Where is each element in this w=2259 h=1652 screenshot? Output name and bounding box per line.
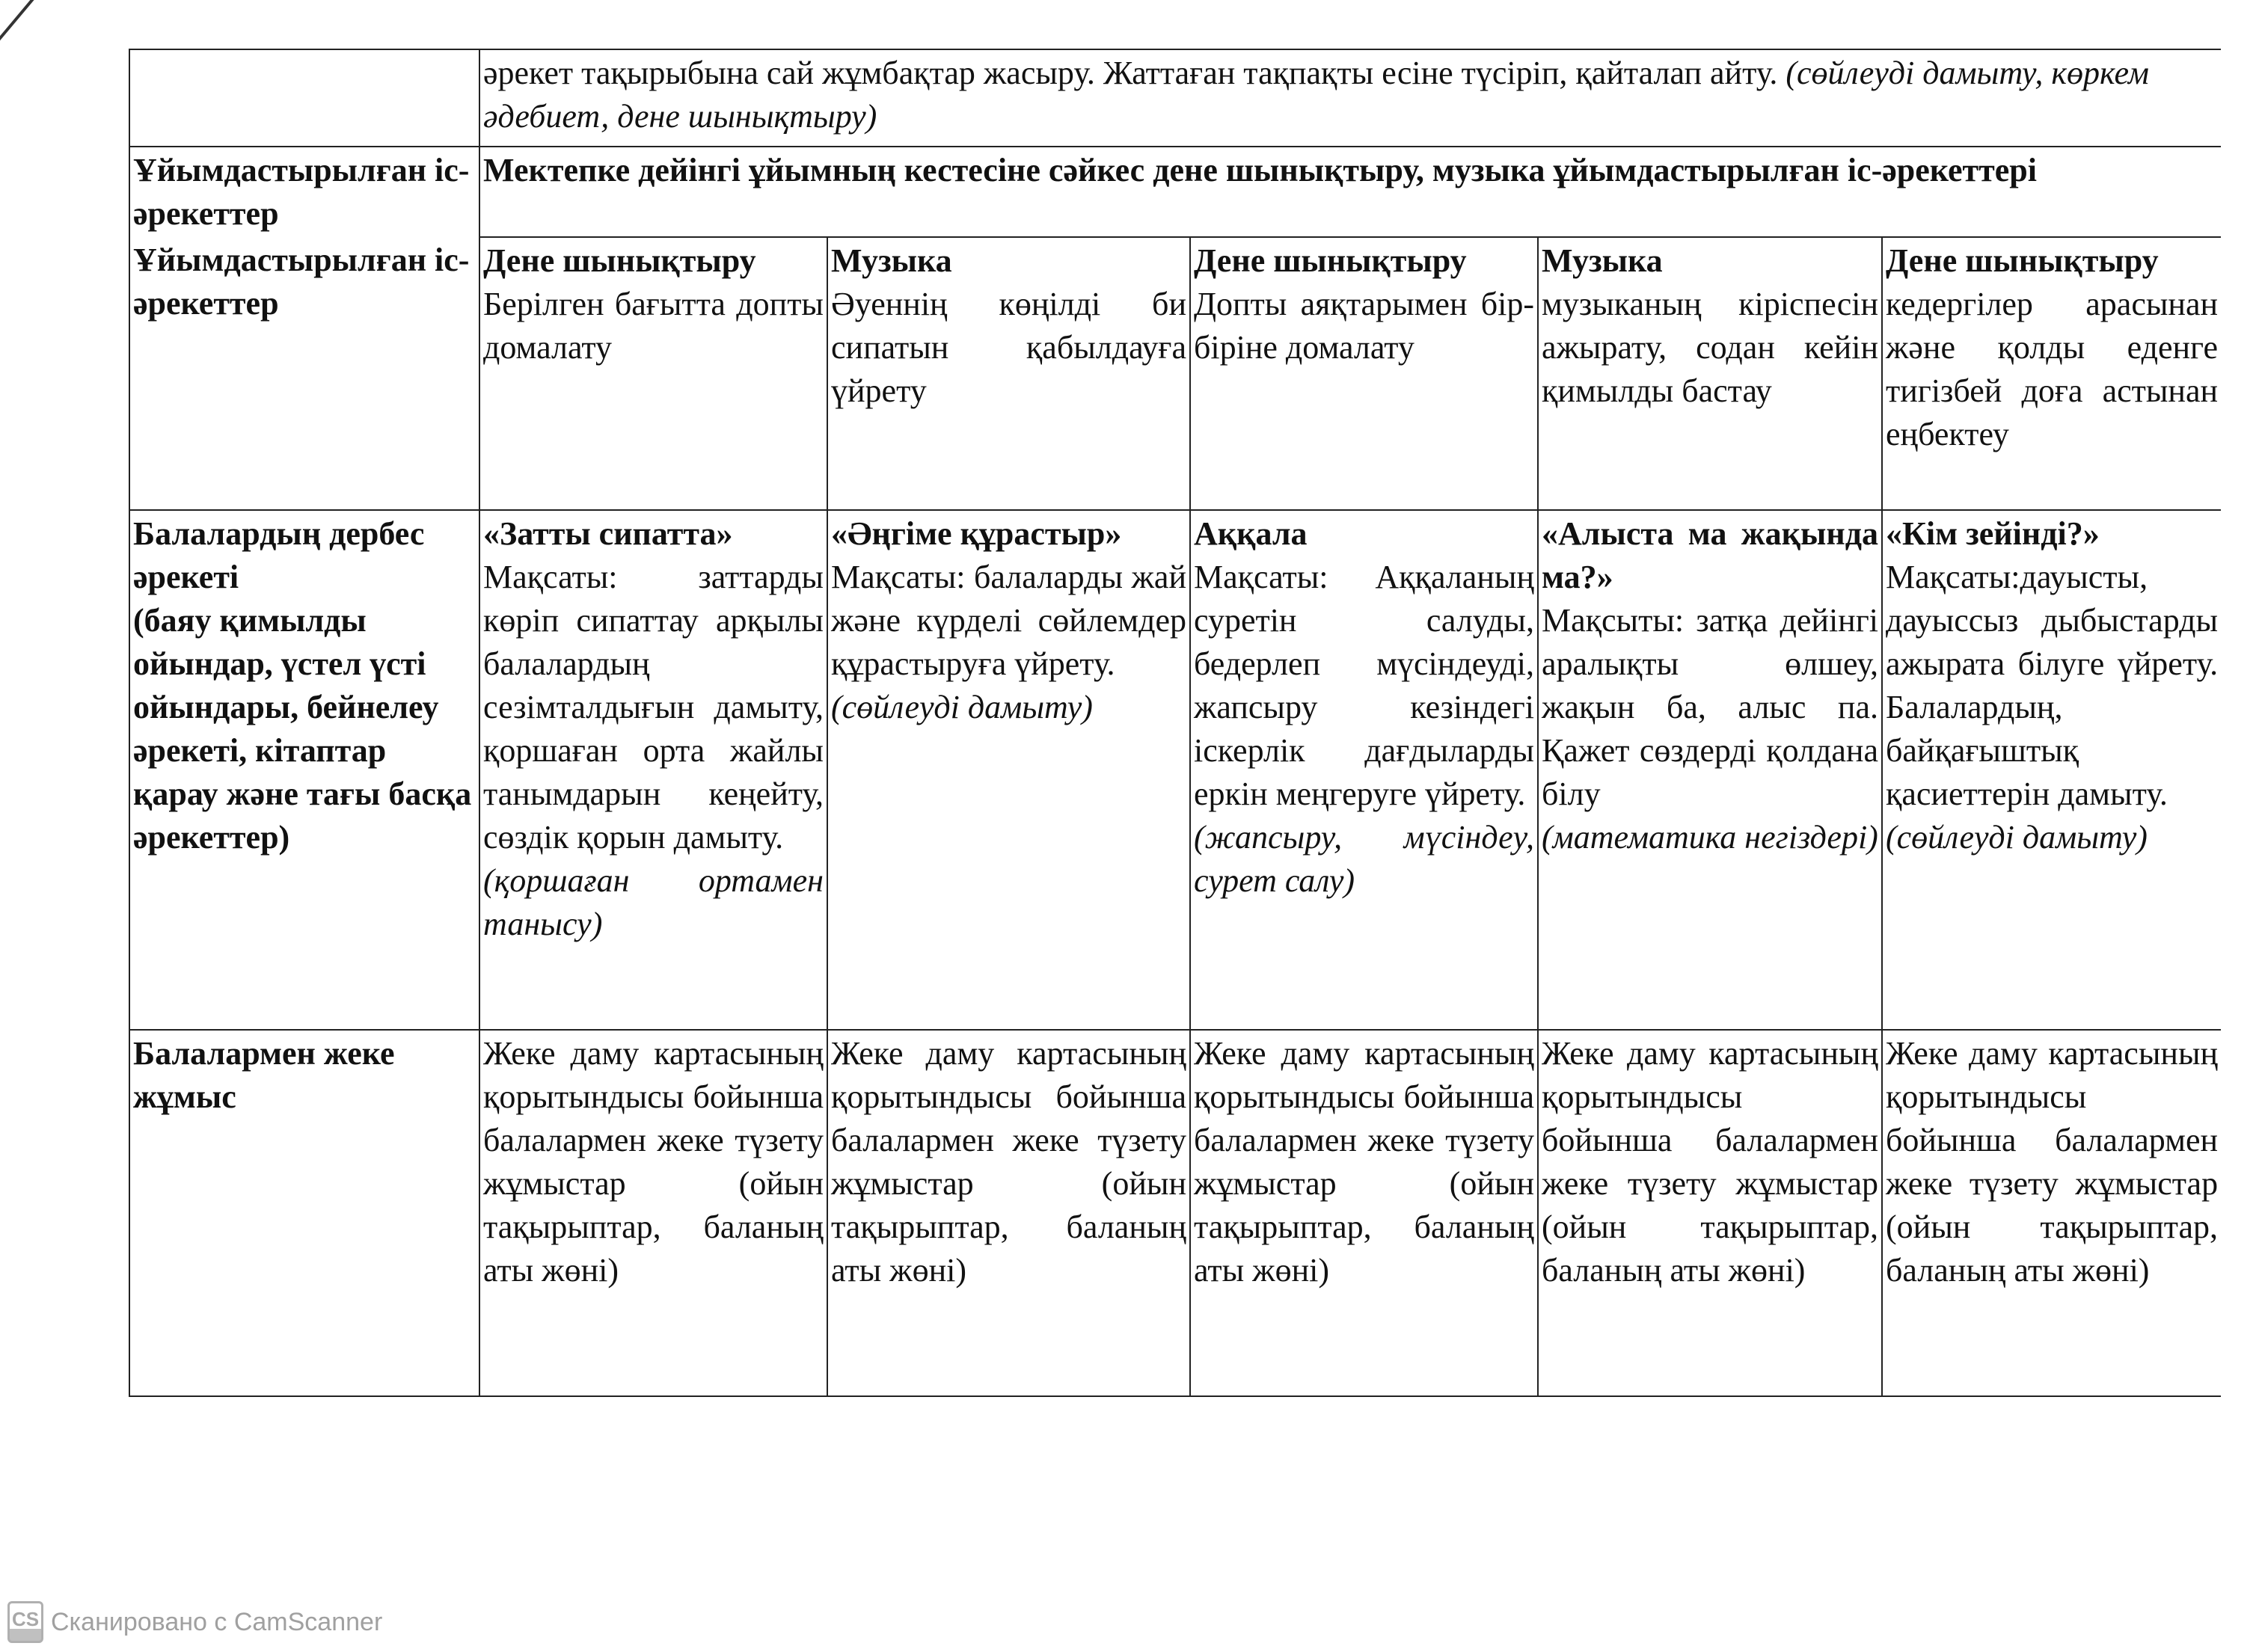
cell-text: Мақсаты: заттарды көріп сипаттау арқылы балалардың сезімталдығын дамыту, қоршаған орта жайлы танымдарын кеңейту, сөздік қорын дамыту. xyxy=(483,559,824,856)
row-label-empty xyxy=(129,49,479,147)
cell-note: (қоршаған ортамен танысу) xyxy=(483,862,824,942)
individual-cell-1 xyxy=(479,1030,827,1396)
cell-text: Әуеннің көңілді би сипатын қабылдауға үйрету xyxy=(831,286,1186,409)
independent-cell-2 xyxy=(827,510,1190,1030)
organized-cell-3 xyxy=(1190,237,1538,510)
row-label-text: Балалардың дербес әрекеті xyxy=(133,515,425,595)
cell-note: (математика негіздері) xyxy=(1542,819,1878,856)
cell-text: Жеке даму картасының қорытындысы бойынша балалармен жеке түзету жұмыстар (ойын тақырыптар, баланың аты жөні) xyxy=(831,1035,1186,1289)
individual-cell-3 xyxy=(1190,1030,1538,1396)
cell-title: «Әңгіме құрастыр» xyxy=(831,515,1122,552)
cell-title: Музыка xyxy=(1542,242,1663,279)
individual-cell-5 xyxy=(1882,1030,2221,1396)
cell-note: (сөйлеуді дамыту) xyxy=(831,689,1093,725)
cell-title: Музыка xyxy=(831,242,952,279)
camscanner-logo-icon: CS xyxy=(7,1601,43,1643)
row-label-independent xyxy=(129,510,479,1030)
cell-title: «Кім зейінді?» xyxy=(1886,515,2100,552)
continuation-note: (сөйлеуді дамыту, көркем әдебиет, дене шынықтыру) xyxy=(483,55,2149,135)
cell-note: (сөйлеуді дамыту) xyxy=(1886,819,2148,856)
independent-cell-3 xyxy=(1190,510,1538,1030)
continuation-text: әрекет тақырыбына сай жұмбақтар жасыру. Жаттаған тақпақты есіне түсіріп, қайталап айту. xyxy=(483,55,1778,91)
individual-cell-2 xyxy=(827,1030,1190,1396)
cell-title: «Затты сипатта» xyxy=(483,515,733,552)
cell-text: Допты аяқтарымен бір-біріне домалату xyxy=(1194,286,1534,366)
independent-cell-1 xyxy=(479,510,827,1030)
organized-cell-2 xyxy=(827,237,1190,510)
cell-title: «Алыста ма жақында ма?» xyxy=(1542,515,1878,595)
table-row-independent xyxy=(129,510,2221,1030)
organized-header-cell: Мектепке дейінгі ұйымның кестесіне сәйкес дене шынықтыру, музыка ұйымдастырылған іс-әрекеттері xyxy=(479,147,2221,237)
page-edge-mark xyxy=(0,0,110,47)
cell-title: Аққала xyxy=(1194,515,1308,552)
table-row-continuation xyxy=(129,49,2221,147)
watermark-text: Сканировано с CamScanner xyxy=(51,1607,383,1636)
organized-cell-5 xyxy=(1882,237,2221,510)
continuation-cell xyxy=(479,49,2221,147)
row-label-detail: (баяу қимылды ойындар, үстел үсті ойындары, бейнелеу әрекеті, кітаптар қарау және тағы басқа әрекеттер) xyxy=(133,602,472,856)
organized-cell-4 xyxy=(1538,237,1882,510)
independent-cell-5 xyxy=(1882,510,2221,1030)
camscanner-watermark xyxy=(7,1603,382,1642)
table-row-individual xyxy=(129,1030,2221,1396)
cell-text: Жеке даму картасының қорытындысы бойынша балалармен жеке түзету жұмыстар (ойын тақырыптар, баланың аты жөні) xyxy=(1886,1035,2219,1289)
individual-cell-4 xyxy=(1538,1030,1882,1396)
cell-text: Жеке даму картасының қорытындысы бойынша балалармен жеке түзету жұмыстар (ойын тақырыптар, баланың аты жөні) xyxy=(483,1035,824,1289)
cell-text: Берілген бағытта допты домалату xyxy=(483,286,824,366)
cell-title: Дене шынықтыру xyxy=(483,242,756,279)
row-label-organized-2: Ұйымдастырылған іс-әрекеттер xyxy=(129,237,479,510)
cell-text: Мақсыты: затқа дейінгі аралықты өлшеу, жақын ба, алыс па. Қажет сөздерді қолдана білу xyxy=(1542,602,1878,812)
row-label-individual: Балалармен жеке жұмыс xyxy=(129,1030,479,1396)
independent-cell-4 xyxy=(1538,510,1882,1030)
cell-text: музыканың кіріспесін ажырату, содан кейін қимылды бастау xyxy=(1542,286,1878,409)
cell-text: Мақсаты: балаларды жай және күрделі сөйлемдер құрастыруға үйрету. xyxy=(831,559,1186,682)
row-label-organized: Ұйымдастырылған іс-әрекеттер xyxy=(129,147,479,237)
weekly-plan-table xyxy=(129,49,2221,1397)
cell-text: Жеке даму картасының қорытындысы бойынша балалармен жеке түзету жұмыстар (ойын тақырыптар, баланың аты жөні) xyxy=(1194,1035,1534,1289)
table-row-organized xyxy=(129,237,2221,510)
cell-title: Дене шынықтыру xyxy=(1886,242,2159,279)
cell-text: кедергілер арасынан және қолды еденге тигізбей доға астынан еңбектеу xyxy=(1886,286,2219,452)
cell-note: (жапсыру, мүсіндеу, сурет салу) xyxy=(1194,819,1534,899)
cell-text: Мақсаты:дауысты, дауыссыз дыбыстарды ажырата білуге үйрету. Балалардың, байқағыштық қасиеттерін дамыту. xyxy=(1886,559,2219,812)
cell-title: Дене шынықтыру xyxy=(1194,242,1467,279)
organized-cell-1 xyxy=(479,237,827,510)
cell-text: Мақсаты: Аққаланың суретін салуды, бедерлеп мүсіндеуді, жапсыру кезіндегі іскерлік дағдыларды еркін меңгеруге үйрету. xyxy=(1194,559,1534,812)
table-row-organized-header xyxy=(129,147,2221,237)
cell-text: Жеке даму картасының қорытындысы бойынша балалармен жеке түзету жұмыстар (ойын тақырыптар, баланың аты жөні) xyxy=(1542,1035,1878,1289)
